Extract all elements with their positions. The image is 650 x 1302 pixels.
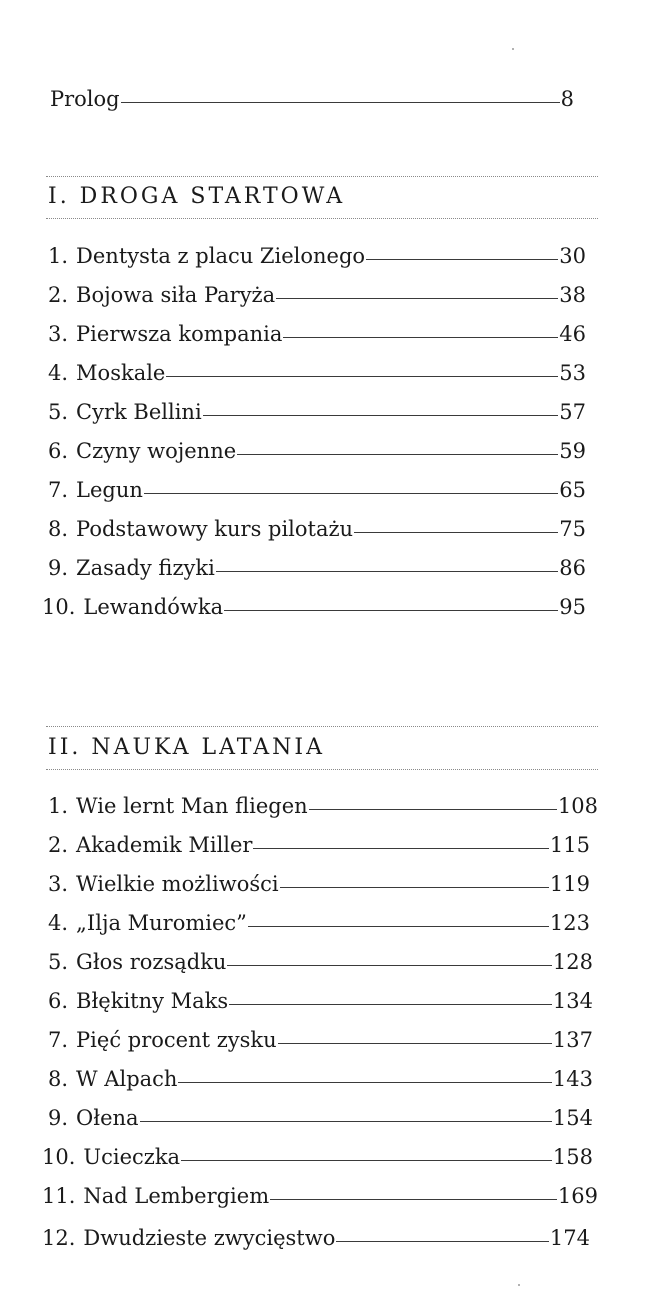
toc-entry-page: 128	[552, 950, 593, 974]
toc-entry[interactable]	[48, 241, 586, 271]
leader-line	[276, 298, 558, 299]
leader-line	[309, 809, 557, 810]
toc-entry-page: 108	[557, 794, 598, 818]
leader-line	[140, 1121, 552, 1122]
toc-entry-number: 1.	[48, 794, 69, 818]
leader-line	[253, 848, 548, 849]
toc-entry-title: Akademik Miller	[76, 833, 253, 857]
toc-entry-page: 119	[549, 872, 590, 896]
toc-entry-page: 86	[559, 556, 586, 580]
toc-entry-title: W Alpach	[76, 1067, 178, 1091]
section-rule-bottom	[46, 218, 598, 219]
toc-entry[interactable]	[42, 1142, 593, 1172]
toc-entry-number: 7.	[48, 1028, 69, 1052]
toc-entry[interactable]	[48, 514, 586, 544]
toc-entry-page: 95	[559, 595, 586, 619]
leader-line	[227, 965, 551, 966]
toc-entry-number: 9.	[48, 1106, 69, 1130]
section-heading: II. NAUKA LATANIA	[48, 735, 325, 760]
leader-line	[248, 926, 549, 927]
toc-entry-number: 4.	[48, 361, 69, 385]
leader-line	[336, 1241, 549, 1242]
toc-entry-number: 1.	[48, 244, 69, 268]
toc-entry-page: 57	[559, 400, 586, 424]
toc-entry-title: „Ilja Muromiec”	[76, 911, 247, 935]
toc-entry[interactable]	[48, 319, 586, 349]
toc-entry[interactable]	[48, 358, 586, 388]
toc-entry-number: 3.	[48, 872, 69, 896]
toc-entry-number: 3.	[48, 322, 69, 346]
toc-entry[interactable]	[48, 436, 586, 466]
toc-entry-number: 10.	[42, 1145, 76, 1169]
toc-entry-page: 46	[559, 322, 586, 346]
leader-line	[278, 1043, 552, 1044]
leader-line	[237, 454, 558, 455]
toc-entry-number: 7.	[48, 478, 69, 502]
toc-entry[interactable]	[48, 791, 598, 821]
toc-entry[interactable]	[42, 1181, 598, 1211]
section-heading: I. DROGA STARTOWA	[48, 184, 346, 209]
toc-entry-page: 134	[552, 989, 593, 1013]
leader-line	[216, 571, 558, 572]
toc-entry-page: 65	[559, 478, 586, 502]
toc-entry-page: 30	[559, 244, 586, 268]
toc-entry-number: 11.	[42, 1184, 76, 1208]
toc-entry[interactable]	[42, 592, 586, 622]
section-rule-top	[46, 726, 598, 727]
section-rule-top	[46, 176, 598, 177]
toc-entry-prolog[interactable]	[50, 84, 574, 114]
toc-entry-title: Legun	[76, 478, 143, 502]
toc-entry-title: Pierwsza kompania	[76, 322, 283, 346]
leader-line	[181, 1160, 552, 1161]
toc-entry-page: 53	[559, 361, 586, 385]
leader-line	[203, 415, 559, 416]
toc-entry[interactable]	[48, 986, 593, 1016]
toc-entry-title: Zasady fizyki	[76, 556, 215, 580]
toc-entry-title: Wie lernt Man fliegen	[76, 794, 308, 818]
toc-entry-title: Pięć procent zysku	[76, 1028, 277, 1052]
toc-entry-title: Podstawowy kurs pilotażu	[76, 517, 354, 541]
leader-line	[121, 102, 560, 103]
toc-entry-number: 5.	[48, 400, 69, 424]
toc-entry-number: 4.	[48, 911, 69, 935]
leader-line	[280, 887, 549, 888]
leader-line	[270, 1199, 557, 1200]
toc-entry[interactable]	[48, 397, 586, 427]
toc-entry[interactable]	[48, 1064, 593, 1094]
toc-entry-number: 8.	[48, 1067, 69, 1091]
toc-entry-page: 174	[549, 1226, 590, 1250]
toc-entry[interactable]	[48, 553, 586, 583]
leader-line	[224, 610, 558, 611]
toc-entry-page: 158	[552, 1145, 593, 1169]
toc-entry-page: 75	[559, 517, 586, 541]
toc-entry[interactable]	[42, 1223, 590, 1253]
section-rule-bottom	[46, 769, 598, 770]
toc-entry[interactable]	[48, 280, 586, 310]
toc-entry-number: 2.	[48, 833, 69, 857]
leader-line	[229, 1004, 552, 1005]
scan-speck	[512, 48, 514, 50]
toc-entry-number: 5.	[48, 950, 69, 974]
toc-entry[interactable]	[48, 1103, 593, 1133]
toc-entry-title: Bojowa siła Paryża	[76, 283, 276, 307]
toc-entry-number: 6.	[48, 989, 69, 1013]
leader-line	[178, 1082, 551, 1083]
toc-entry-title: Ucieczka	[83, 1145, 181, 1169]
toc-entry-title: Wielkie możliwości	[76, 872, 279, 896]
toc-entry-page: 59	[559, 439, 586, 463]
toc-entry-number: 6.	[48, 439, 69, 463]
toc-entry-title: Błękitny Maks	[76, 989, 229, 1013]
toc-entry-page: 154	[552, 1106, 593, 1130]
toc-entry-title: Ołena	[76, 1106, 139, 1130]
toc-entry[interactable]	[48, 475, 586, 505]
leader-line	[144, 493, 558, 494]
toc-entry-title: Dwudzieste zwycięstwo	[83, 1226, 336, 1250]
toc-entry[interactable]	[48, 869, 590, 899]
toc-entry-title: Nad Lembergiem	[83, 1184, 270, 1208]
scan-speck	[518, 1284, 520, 1286]
toc-entry-page: 169	[557, 1184, 598, 1208]
leader-line	[166, 376, 558, 377]
toc-entry-number: 12.	[42, 1226, 76, 1250]
toc-entry-title: Dentysta z placu Zielonego	[76, 244, 366, 268]
toc-entry-page: 137	[552, 1028, 593, 1052]
toc-entry-page: 123	[549, 911, 590, 935]
toc-entry-title: Lewandówka	[83, 595, 224, 619]
toc-entry-number: 9.	[48, 556, 69, 580]
toc-entry-page: 38	[559, 283, 586, 307]
toc-entry-page: 143	[552, 1067, 593, 1091]
leader-line	[366, 259, 558, 260]
toc-entry-title: Głos rozsądku	[76, 950, 227, 974]
toc-entry-number: 10.	[42, 595, 76, 619]
toc-entry-title: Prolog	[50, 87, 120, 111]
toc-entry-title: Cyrk Bellini	[76, 400, 202, 424]
toc-entry-title: Czyny wojenne	[76, 439, 237, 463]
toc-entry-number: 2.	[48, 283, 69, 307]
leader-line	[354, 532, 558, 533]
toc-entry-title: Moskale	[76, 361, 166, 385]
toc-entry[interactable]	[48, 1025, 593, 1055]
toc-entry[interactable]	[48, 947, 593, 977]
toc-entry-page: 115	[549, 833, 590, 857]
leader-line	[283, 337, 558, 338]
toc-entry[interactable]	[48, 908, 590, 938]
toc-entry-number: 8.	[48, 517, 69, 541]
toc-entry[interactable]	[48, 830, 590, 860]
toc-entry-page: 8	[560, 87, 574, 111]
